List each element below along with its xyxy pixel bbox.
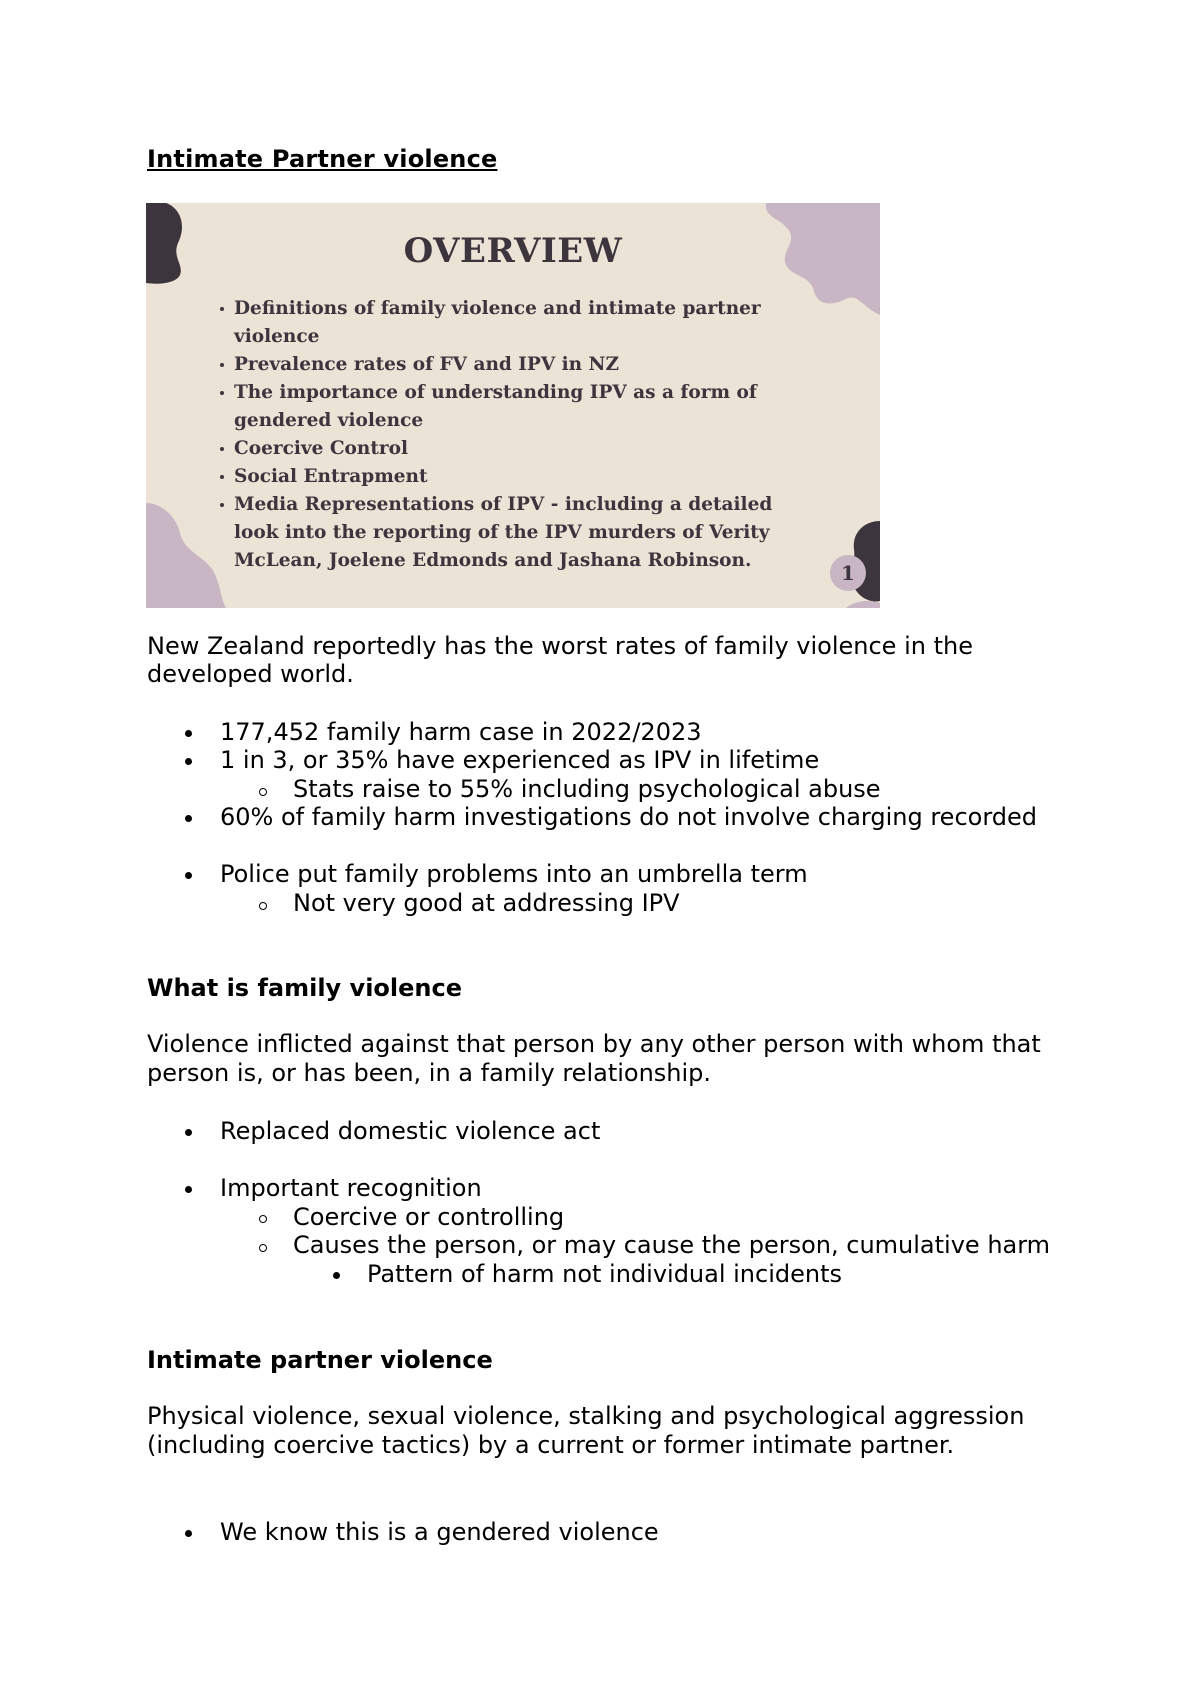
slide-heading: OVERVIEW: [403, 231, 623, 271]
slide-page-number: 1: [830, 555, 866, 591]
bullet-icon: [220, 503, 224, 507]
bullet-icon: [220, 447, 224, 451]
bullet-icon: [220, 363, 224, 367]
slide-list-item: [234, 463, 794, 491]
slide-list-item-text: Prevalence rates of FV and IPV in NZ: [234, 354, 619, 375]
stats-item-2: 1 in 3, or 35% have experienced as IPV in lifetime: [220, 746, 820, 774]
bullet-icon: [185, 730, 192, 737]
slide-list-item: [234, 351, 794, 379]
overview-slide-image: [146, 203, 880, 608]
family-violence-item-2: Important recognition: [220, 1174, 482, 1202]
slide-list-item-text: Media Representations of IPV - including a detailed look into the reporting of the IPV murders of Verity McLean, Joelene Edmonds and Jashana Robinson.: [234, 494, 773, 571]
stats-item-4: Police put family problems into an umbrella term: [220, 860, 808, 888]
sub-bullet-icon: [259, 1244, 267, 1252]
section-heading-family-violence: What is family violence: [147, 974, 462, 1002]
bullet-icon: [185, 1129, 192, 1136]
section-heading-ipv: Intimate partner violence: [147, 1346, 493, 1374]
family-violence-definition-line-2: person is, or has been, in a family relationship.: [147, 1059, 712, 1087]
bullet-icon: [220, 475, 224, 479]
slide-list-item-text: Definitions of family violence and intimate partner violence: [234, 298, 761, 347]
bullet-icon: [185, 758, 192, 765]
intro-line-2: developed world.: [147, 660, 354, 688]
bullet-icon: [185, 1186, 192, 1193]
bullet-icon: [185, 872, 192, 879]
slide-list-item: [234, 435, 794, 463]
stats-item-2-sub: Stats raise to 55% including psychological abuse: [293, 775, 881, 803]
slide-list-item-text: Social Entrapment: [234, 466, 428, 487]
family-violence-definition-line-1: Violence inflicted against that person by any other person with whom that: [147, 1030, 1041, 1058]
slide-list-item-text: Coercive Control: [234, 438, 409, 459]
slide-list-item-text: The importance of understanding IPV as a form of gendered violence: [234, 382, 757, 431]
ipv-definition-line-2: (including coercive tactics) by a current or former intimate partner.: [147, 1431, 955, 1459]
slide-list-item: [234, 379, 794, 435]
ipv-item-1: We know this is a gendered violence: [220, 1518, 659, 1546]
family-violence-item-1: Replaced domestic violence act: [220, 1117, 601, 1145]
bullet-icon: [220, 307, 224, 311]
stats-item-4-sub: Not very good at addressing IPV: [293, 889, 680, 917]
slide-list-item: [234, 295, 794, 351]
stats-item-3: 60% of family harm investigations do not involve charging recorded: [220, 803, 1037, 831]
ipv-definition-line-1: Physical violence, sexual violence, stalking and psychological aggression: [147, 1402, 1025, 1430]
sub-bullet-icon: [259, 902, 267, 910]
bullet-icon: [333, 1272, 340, 1279]
document-title: Intimate Partner violence: [147, 145, 498, 173]
family-violence-item-2-sub-2: Causes the person, or may cause the person, cumulative harm: [293, 1231, 1051, 1259]
family-violence-item-2-sub-1: Coercive or controlling: [293, 1203, 565, 1231]
bullet-icon: [185, 815, 192, 822]
sub-bullet-icon: [259, 1215, 267, 1223]
intro-line-1: New Zealand reportedly has the worst rates of family violence in the: [147, 632, 973, 660]
stats-item-1: 177,452 family harm case in 2022/2023: [220, 718, 702, 746]
bullet-icon: [220, 391, 224, 395]
slide-bullet-list: [234, 295, 794, 575]
bullet-icon: [185, 1530, 192, 1537]
family-violence-item-2-sub-2-sub: Pattern of harm not individual incidents: [367, 1260, 843, 1288]
sub-bullet-icon: [259, 788, 267, 796]
slide-list-item: [234, 491, 794, 575]
